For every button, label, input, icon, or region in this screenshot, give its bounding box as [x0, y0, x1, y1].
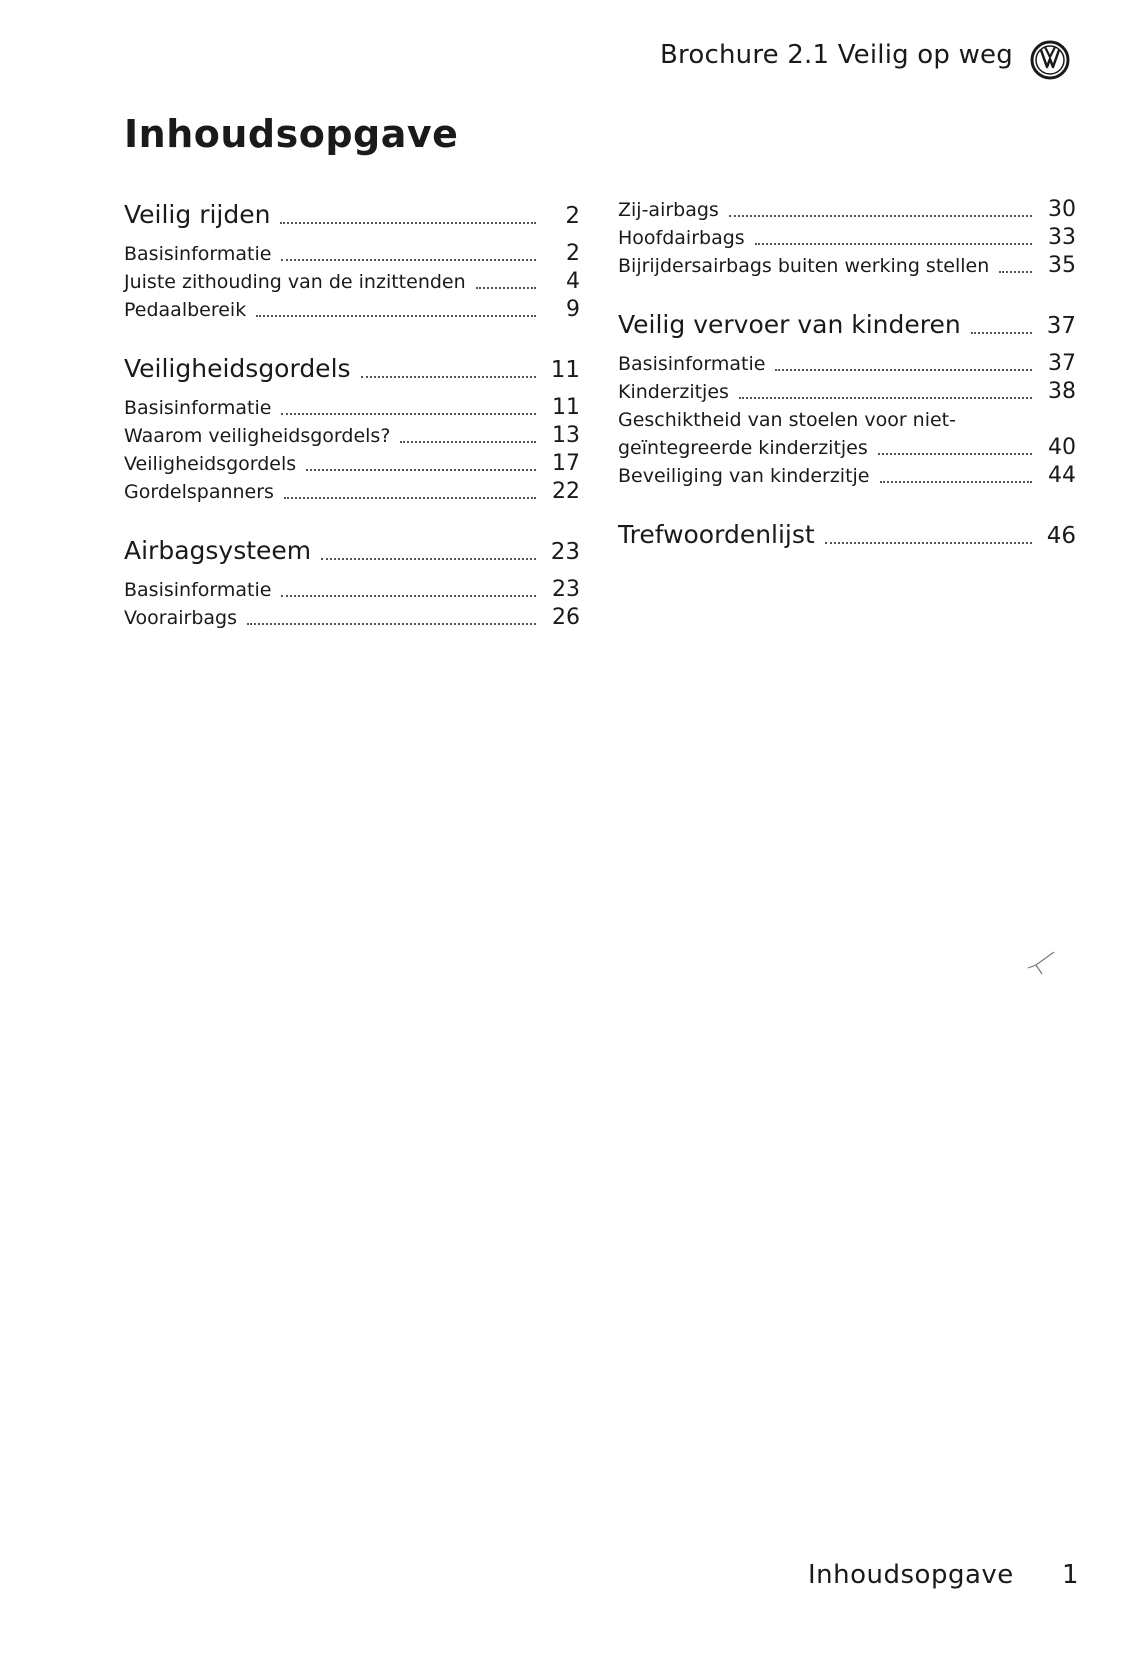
toc-page-number: 11: [550, 357, 580, 383]
toc-page-number: 37: [1048, 351, 1076, 376]
toc-page-number: 23: [550, 539, 580, 565]
dot-leader: [755, 243, 1032, 245]
toc-entry[interactable]: [124, 478, 580, 506]
toc-entry[interactable]: [124, 604, 580, 632]
toc-page-number: 33: [1048, 225, 1076, 250]
toc-heading[interactable]: [618, 306, 1076, 344]
toc-entry[interactable]: [618, 196, 1076, 224]
toc-page-number: 17: [552, 451, 580, 476]
toc-entry[interactable]: [124, 240, 580, 268]
dot-leader: [400, 441, 536, 443]
toc-entry-label: Voorairbags: [124, 607, 237, 629]
toc-page-number: 2: [565, 203, 580, 229]
toc-page-number: 11: [552, 395, 580, 420]
toc-page-number: 23: [552, 577, 580, 602]
dot-leader: [361, 376, 536, 378]
toc-page-number: 26: [552, 605, 580, 630]
toc-heading[interactable]: [124, 196, 580, 234]
toc-page-number: 30: [1048, 197, 1076, 222]
toc-section-veilig-rijden: [124, 196, 580, 324]
toc-page-number: 22: [552, 479, 580, 504]
toc-entry-label: Geschiktheid van stoelen voor niet-: [618, 409, 956, 431]
toc-page-number: 4: [566, 269, 580, 294]
toc-entry-label: Hoofdairbags: [618, 227, 745, 249]
toc-entry[interactable]: [618, 462, 1076, 490]
toc-heading[interactable]: [124, 532, 580, 570]
toc-entry[interactable]: [618, 224, 1076, 252]
toc-section-airbagsysteem: [124, 532, 580, 632]
dot-leader: [476, 287, 536, 289]
footer-title: Inhoudsopgave: [808, 1560, 1014, 1590]
dot-leader: [281, 595, 536, 597]
toc-entry-label: Basisinformatie: [124, 243, 272, 265]
toc-entry-label: Zij-airbags: [618, 199, 719, 221]
dot-leader: [729, 215, 1032, 217]
dot-leader: [971, 332, 1032, 334]
toc-page-number: 35: [1048, 253, 1076, 278]
toc-heading-label: Veilig vervoer van kinderen: [618, 310, 961, 339]
pencil-mark-icon: [1024, 948, 1060, 978]
footer-page-number: 1: [1062, 1560, 1079, 1590]
dot-leader: [775, 369, 1032, 371]
dot-leader: [284, 497, 536, 499]
dot-leader: [281, 259, 536, 261]
toc-entry[interactable]: [124, 450, 580, 478]
toc-entry-label: Basisinformatie: [124, 579, 272, 601]
toc-page-number: 44: [1048, 463, 1076, 488]
toc-page-number: 13: [552, 423, 580, 448]
dot-leader: [825, 542, 1032, 544]
toc-entry-label: Kinderzitjes: [618, 381, 729, 403]
toc-entry-label: Basisinformatie: [618, 353, 766, 375]
toc-entry-label: Gordelspanners: [124, 481, 274, 503]
toc-entry[interactable]: [618, 378, 1076, 406]
toc-entry[interactable]: [618, 350, 1076, 378]
toc-section-veiligheidsgordels: [124, 350, 580, 506]
toc-heading-label: Veiligheidsgordels: [124, 354, 351, 383]
toc-heading-label: Trefwoordenlijst: [618, 520, 815, 549]
toc-section-airbag-continued: [618, 196, 1076, 280]
toc-entry-label: Waarom veiligheidsgordels?: [124, 425, 391, 447]
dot-leader: [878, 453, 1032, 455]
dot-leader: [256, 315, 536, 317]
header-title: Brochure 2.1 Veilig op weg: [660, 40, 1013, 70]
toc-page-number: 40: [1048, 435, 1076, 460]
toc-page-number: 2: [566, 241, 580, 266]
dot-leader: [739, 397, 1032, 399]
toc-entry-label: Bijrijdersairbags buiten werking stellen: [618, 255, 990, 277]
toc-entry-label: Basisinformatie: [124, 397, 272, 419]
toc-entry-label: Beveiliging van kinderzitje: [618, 465, 870, 487]
toc-heading-label: Airbagsysteem: [124, 536, 312, 565]
dot-leader: [999, 271, 1032, 273]
toc-entry[interactable]: [124, 576, 580, 604]
page-title: Inhoudsopgave: [124, 112, 459, 156]
dot-leader: [247, 623, 536, 625]
dot-leader: [280, 222, 536, 224]
toc-entry[interactable]: [124, 422, 580, 450]
dot-leader: [880, 481, 1033, 483]
dot-leader: [321, 558, 536, 560]
toc-entry-label: Juiste zithouding van de inzittenden: [124, 271, 466, 293]
toc-section-trefwoordenlijst: [618, 516, 1076, 554]
toc-entry[interactable]: [618, 252, 1076, 280]
toc-page-number: 37: [1046, 313, 1076, 339]
toc-entry[interactable]: [124, 394, 580, 422]
toc-left-column: [124, 196, 580, 658]
toc-right-column: [618, 196, 1076, 580]
dot-leader: [281, 413, 536, 415]
toc-entry[interactable]: [124, 296, 580, 324]
toc-section-kinderen: [618, 306, 1076, 490]
toc-entry-label: Veiligheidsgordels: [124, 453, 297, 475]
toc-page-number: 38: [1048, 379, 1076, 404]
toc-entry-wrapped-first-line[interactable]: [618, 406, 1076, 434]
toc-page-number: 46: [1046, 523, 1076, 549]
toc-entry-wrapped-second-line[interactable]: [618, 434, 1076, 462]
toc-entry-label: geïntegreerde kinderzitjes: [618, 437, 868, 459]
toc-entry-label: Pedaalbereik: [124, 299, 247, 321]
toc-heading[interactable]: [618, 516, 1076, 554]
toc-heading[interactable]: [124, 350, 580, 388]
toc-entry[interactable]: [124, 268, 580, 296]
toc-heading-label: Veilig rijden: [124, 200, 271, 229]
dot-leader: [306, 469, 536, 471]
vw-logo-icon: [1030, 40, 1070, 80]
toc-page-number: 9: [566, 297, 580, 322]
